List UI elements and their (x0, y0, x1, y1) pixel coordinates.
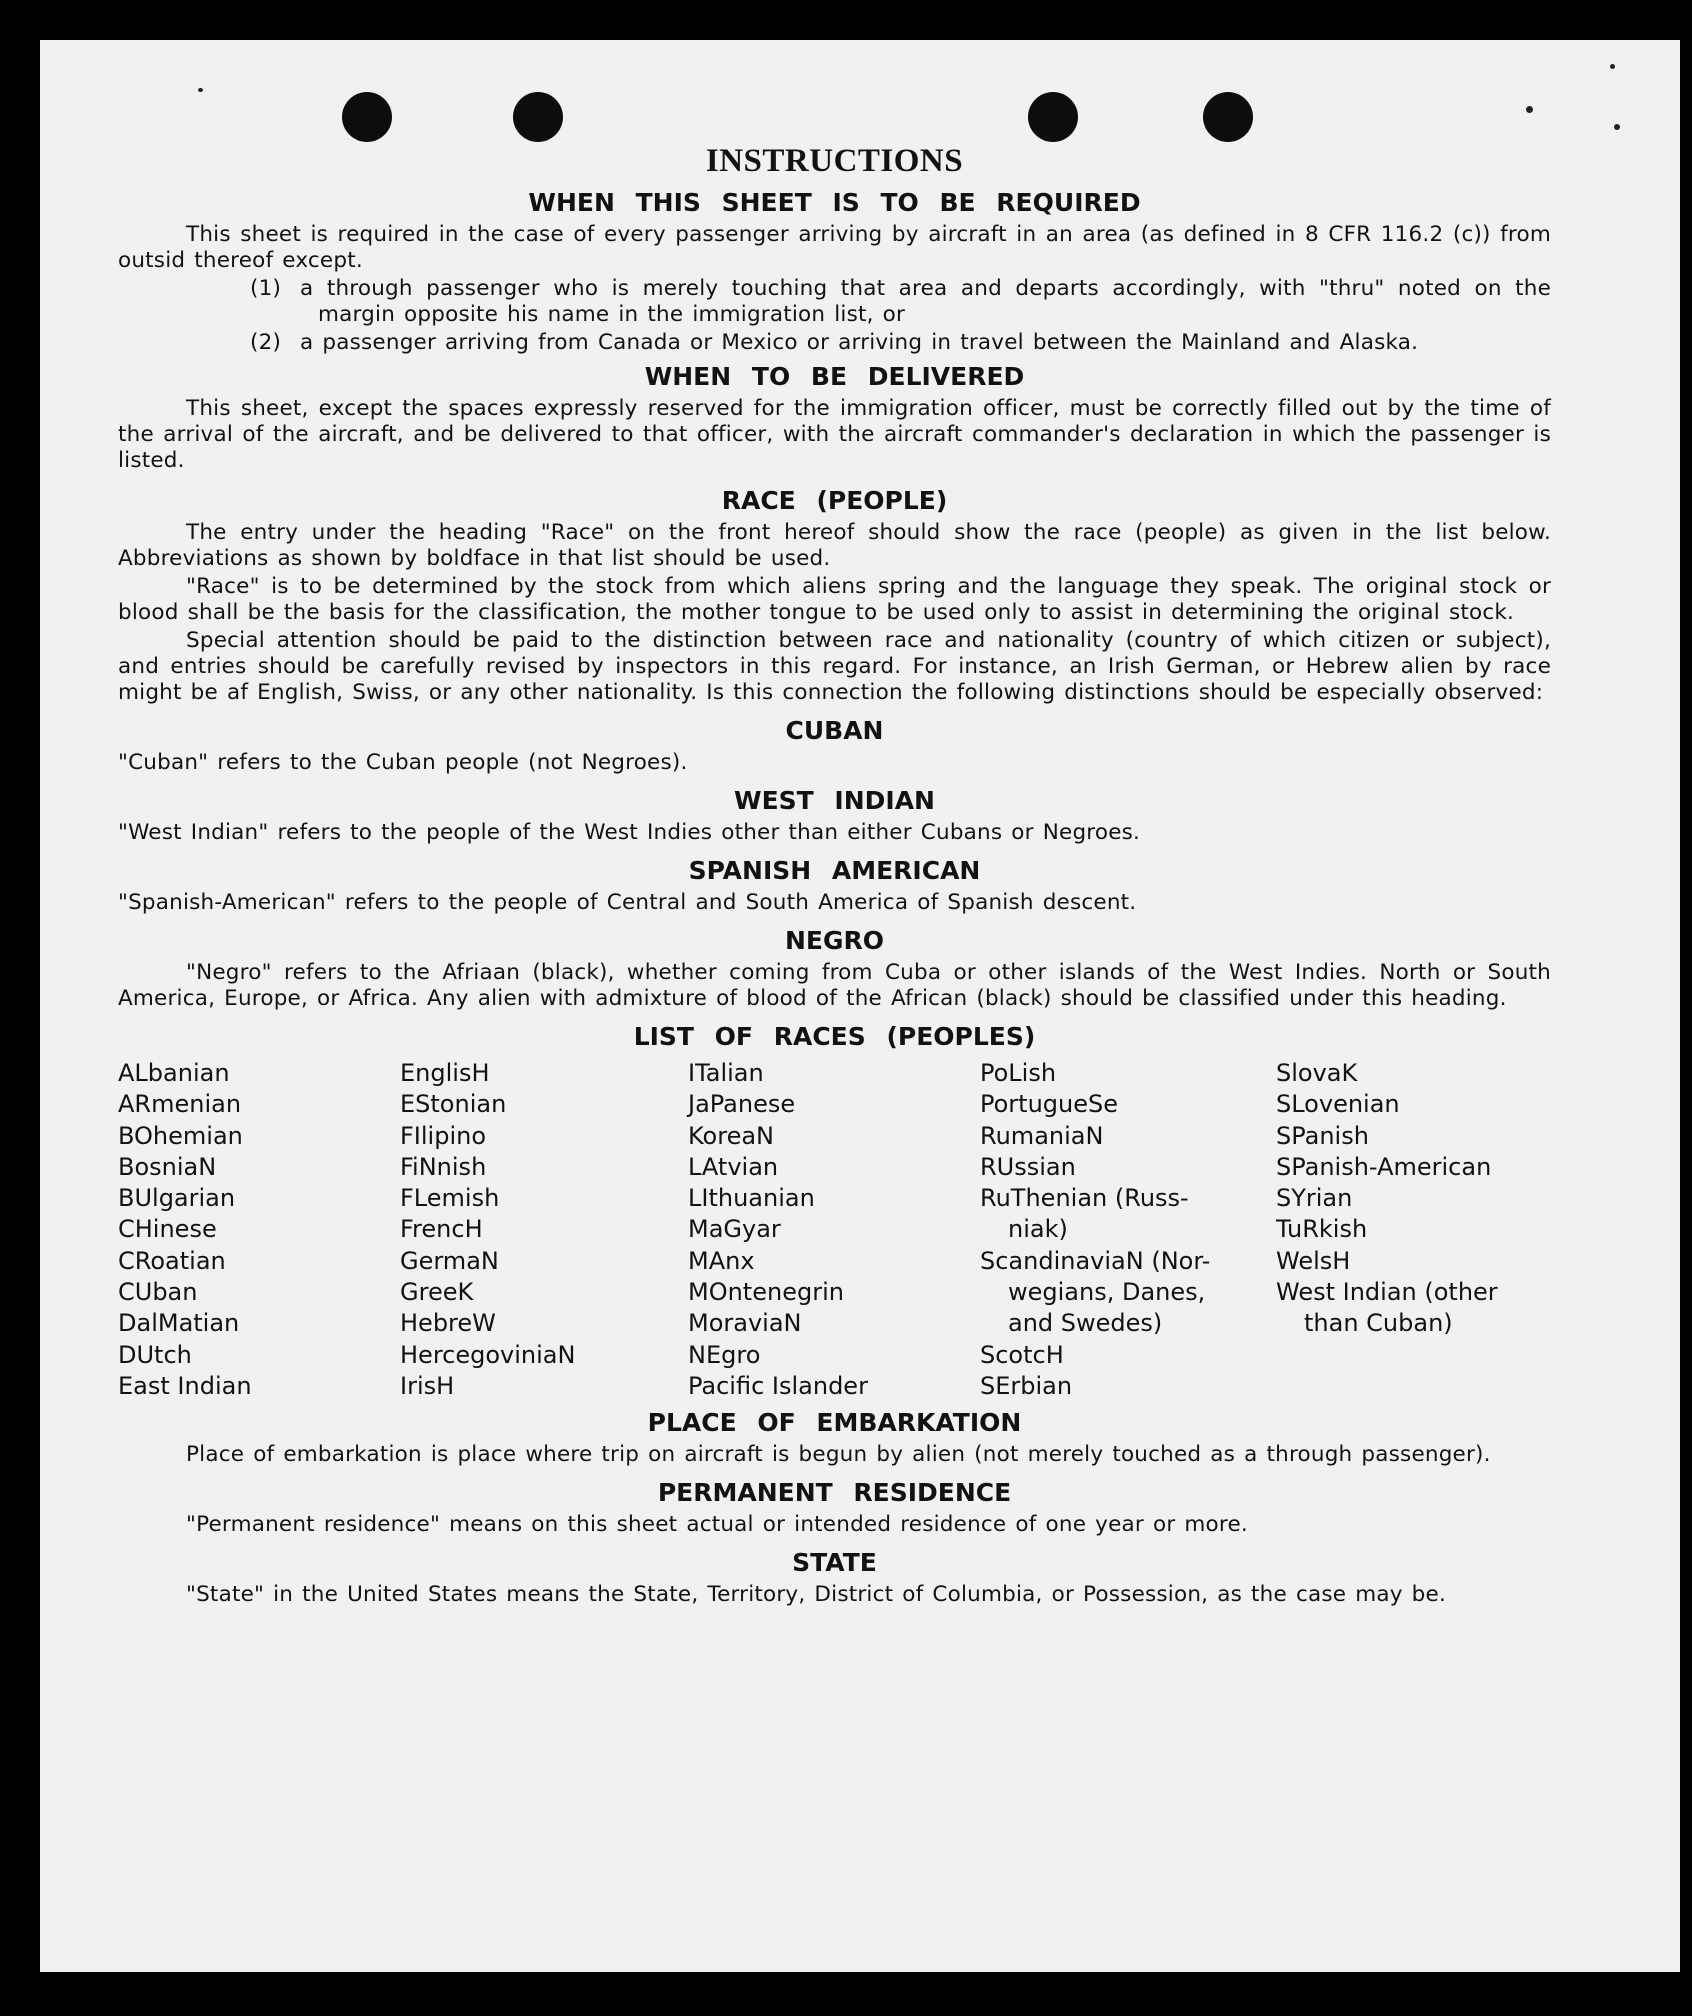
race-item: CUban (118, 1278, 198, 1307)
race-item: EStonian (400, 1090, 507, 1119)
exception-item-1 (250, 276, 1551, 328)
race-column-4 (980, 1058, 1276, 1402)
race-item: niak) (1008, 1215, 1068, 1244)
race-item: WelsH (1276, 1246, 1351, 1275)
paragraph-required-intro: This sheet is required in the case of every passenger arriving by aircraft in an area (as defined in 8 CFR 116.2 (c)) from outsid thereof except. (118, 222, 1551, 273)
race-item: SYrian (1276, 1184, 1353, 1213)
race-item: LIthuanian (688, 1184, 815, 1213)
race-item: FiNnish (400, 1152, 487, 1181)
paragraph-race-3: Special attention should be paid to the distinction between race and nationality (country of which citizen or subject), and entries should be carefully revised by inspectors in this regard. For instance, an Irish German, or Hebrew alien by race might be af English, Swiss, or any other nationality. Is this connection the following distinctions should be especially observed: (118, 628, 1551, 705)
exception-item-2 (250, 330, 1551, 356)
race-item: EnglisH (400, 1059, 490, 1087)
race-item: HercegoviniaN (400, 1340, 576, 1369)
paragraph-race-1: The entry under the heading "Race" on the front hereof should show the race (people) as given in the list below. Abbreviations as shown by boldface in that list should be used. (118, 520, 1551, 571)
race-item: ITalian (688, 1059, 764, 1087)
heading-state: STATE (792, 1548, 877, 1578)
paragraph-permanent-residence: "Permanent residence" means on this sheet actual or intended residence of one year or more. (186, 1512, 1248, 1538)
paragraph-state: "State" in the United States means the State, Territory, District of Columbia, or Possession, as the case may be. (186, 1582, 1446, 1608)
heading-negro: NEGRO (784, 926, 885, 955)
race-item: MAnx (688, 1246, 755, 1275)
race-item: PoLish (980, 1059, 1057, 1087)
race-item: RUssian (980, 1152, 1076, 1181)
race-list (118, 1058, 1551, 1402)
race-item: JaPanese (688, 1090, 796, 1119)
race-item: Pacific Islander (688, 1371, 868, 1400)
race-item: BUlgarian (118, 1184, 236, 1213)
race-item: MOntenegrin (688, 1278, 844, 1307)
race-item: CRoatian (118, 1246, 226, 1275)
race-column-1 (118, 1058, 400, 1402)
speck (198, 88, 203, 92)
race-item: BosniaN (118, 1152, 217, 1181)
heading-permanent-residence: PERMANENT RESIDENCE (657, 1478, 1012, 1508)
race-item: ScandinaviaN (Nor- (980, 1246, 1211, 1275)
race-column-2 (400, 1058, 688, 1402)
punch-hole (342, 92, 392, 142)
exception-text: a passenger arriving from Canada or Mexico or arriving in travel between the Mainland and Alaska. (300, 330, 1419, 355)
race-item: SlovaK (1276, 1059, 1358, 1087)
race-item: FrencH (400, 1215, 483, 1244)
race-item: than Cuban) (1304, 1309, 1453, 1338)
heading-list-of-races: LIST OF RACES (PEOPLES) (633, 1022, 1036, 1051)
heading-west-indian: WEST INDIAN (734, 786, 935, 815)
heading-spanish-american: SPANISH AMERICAN (688, 856, 981, 885)
race-item: MaGyar (688, 1215, 781, 1244)
race-item: SLovenian (1276, 1090, 1400, 1119)
instructions-content (118, 140, 1551, 1610)
race-item: GermaN (400, 1246, 499, 1275)
heading-when-required: WHEN THIS SHEET IS TO BE REQUIRED (528, 188, 1141, 217)
race-item: NEgro (688, 1340, 761, 1369)
heading-embarkation: PLACE OF EMBARKATION (647, 1408, 1022, 1438)
race-item: and Swedes) (1008, 1309, 1163, 1338)
document-page (40, 40, 1680, 1972)
paragraph-cuban: "Cuban" refers to the Cuban people (not Negroes). (118, 750, 688, 775)
race-item: KoreaN (688, 1121, 774, 1150)
race-item: TuRkish (1276, 1215, 1368, 1244)
race-item: ARmenian (118, 1090, 242, 1119)
race-item: LAtvian (688, 1152, 779, 1181)
race-column-3 (688, 1058, 980, 1402)
punch-hole (513, 92, 563, 142)
race-item: ScotcH (980, 1340, 1064, 1369)
paragraph-negro: "Negro" refers to the Afriaan (black), whether coming from Cuba or other islands of the West Indies. North or South America, Europe, or Africa. Any alien with admixture of blood of the African (black) should be classified under this heading. (118, 960, 1551, 1011)
race-item: BOhemian (118, 1121, 243, 1150)
race-item: ALbanian (118, 1059, 230, 1087)
heading-race: RACE (PEOPLE) (721, 486, 948, 515)
race-item: East Indian (118, 1371, 252, 1400)
paragraph-west-indian: "West Indian" refers to the people of the West Indies other than either Cubans or Negroes. (118, 820, 1141, 845)
race-column-5 (1276, 1058, 1498, 1402)
race-item: HebreW (400, 1309, 496, 1338)
paragraph-spanish-american: "Spanish-American" refers to the people of Central and South America of Spanish descent. (118, 890, 1137, 915)
speck (1526, 106, 1533, 113)
race-item: IrisH (400, 1371, 455, 1400)
speck (1610, 64, 1615, 69)
race-item: DUtch (118, 1340, 192, 1369)
speck (1614, 124, 1620, 130)
punch-hole (1028, 92, 1078, 142)
exception-number: (1) (250, 276, 282, 301)
race-item: West Indian (other (1276, 1278, 1498, 1307)
paragraph-embarkation: Place of embarkation is place where trip on aircraft is begun by alien (not merely touched as a through passenger). (186, 1442, 1491, 1468)
punch-hole (1203, 92, 1253, 142)
race-item: RumaniaN (980, 1121, 1104, 1150)
race-item: FLemish (400, 1184, 500, 1213)
race-item: FIlipino (400, 1121, 487, 1150)
exception-text: a through passenger who is merely touching that area and departs accordingly, with "thru" noted on the margin opposite his name in the immigration list, or (300, 276, 1551, 327)
race-item: MoraviaN (688, 1309, 802, 1338)
race-item: SPanish (1276, 1121, 1369, 1150)
race-item: SPanish-American (1276, 1152, 1492, 1181)
page-title: INSTRUCTIONS (705, 143, 964, 179)
paragraph-delivered: This sheet, except the spaces expressly reserved for the immigration officer, must be correctly filled out by the time of the arrival of the aircraft, and be delivered to that officer, with the aircraft commander's declaration in which the passenger is listed. (118, 396, 1551, 473)
paragraph-race-2: "Race" is to be determined by the stock from which aliens spring and the language they speak. The original stock or blood shall be the basis for the classification, the mother tongue to be used only to assist in determining the original stock. (118, 574, 1551, 625)
race-item: GreeK (400, 1278, 474, 1307)
race-item: CHinese (118, 1215, 217, 1244)
race-item: PortugueSe (980, 1090, 1118, 1119)
race-item: DalMatian (118, 1309, 240, 1338)
race-item: RuThenian (Russ- (980, 1184, 1189, 1213)
heading-cuban: CUBAN (785, 716, 884, 745)
race-item: SErbian (980, 1371, 1073, 1400)
exception-number: (2) (250, 330, 282, 355)
race-item: wegians, Danes, (1008, 1278, 1206, 1307)
heading-when-delivered: WHEN TO BE DELIVERED (644, 362, 1025, 391)
